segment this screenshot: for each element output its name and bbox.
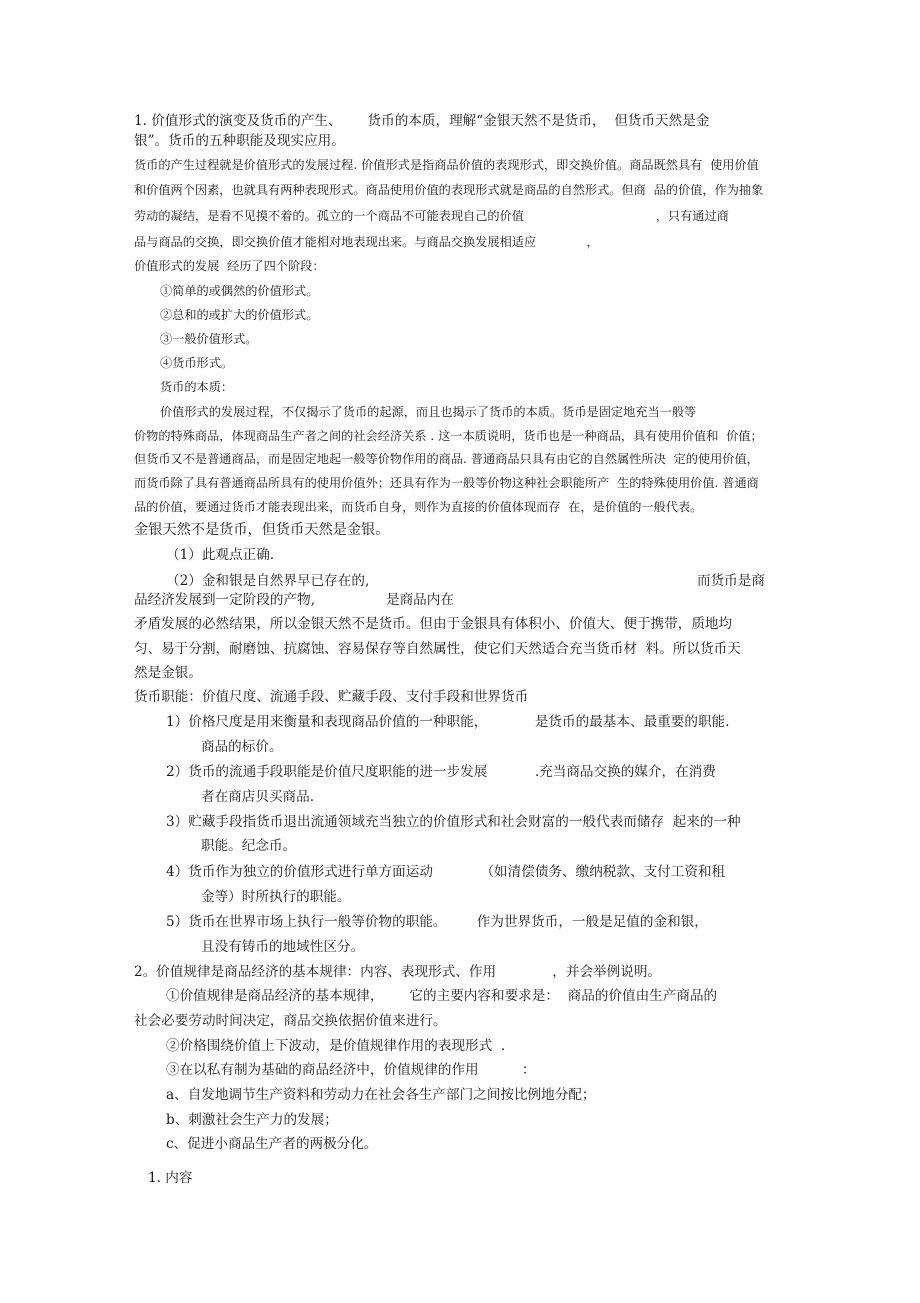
paragraph-line: ③在以私有制为基础的商品经济中，价值规律的作用 ： [166, 1062, 536, 1078]
paragraph-line: 社会必要劳动时间决定，商品交换依据价值来进行。 [134, 1013, 447, 1029]
list-item: ③一般价值形式。 [160, 332, 258, 346]
paragraph-line: 但货币又不是普通商品，而是固定地起一般等价物作用的商品. 普通商品只具有由它的自然属性所决 定的使用价值， [134, 452, 759, 466]
list-item-continued: 金等）时所执行的职能。 [201, 889, 351, 905]
paragraph-line: 劳动的凝结，是看不见摸不着的。孤立的一个商品不可能表现自己的价值 ，只有通过商 [134, 209, 729, 223]
paragraph-line: 价值形式的发展 经历了四个阶段： [134, 259, 325, 273]
paragraph-line: 品经济发展到一定阶段的产物, [134, 592, 316, 608]
paragraph-line: 货币的产生过程就是价值形式的发展过程. 价值形式是指商品价值的表现形式，即交换价值。商品既然具有 使用价值 [134, 158, 759, 172]
list-item-continued: 而货币是商 [697, 573, 765, 589]
list-item: 5）货币在世界市场上执行一般等价物的职能。 作为世界货币，一般是足值的金和银， [166, 914, 708, 930]
list-item: a、自发地调节生产资料和劳动力在社会各生产部门之间按比例地分配； [166, 1087, 596, 1103]
paragraph-line: 品的价值，要通过货币才能表现出来，而货币自身，则作为直接的价值体现而存 在，是价值的一般代表。 [134, 500, 703, 514]
list-item: ①简单的或偶然的价值形式。 [160, 284, 319, 298]
list-item: ④货币形式。 [160, 356, 234, 370]
paragraph-line: 价值形式的发展过程，不仅揭示了货币的起源，而且也揭示了货币的本质。货币是固定地充当一般等 [160, 405, 697, 419]
heading-1-line-1: 1. 价值形式的演变及货币的产生、 货币的本质，理解“金银天然不是货币， 但货币天然是金 [134, 113, 710, 129]
list-item-continued: 商品的标价。 [201, 739, 283, 755]
list-item: c、促进小商品生产者的两极分化。 [166, 1136, 378, 1152]
list-item: 1）价格尺度是用来衡量和表现商品价值的一种职能， 是货币的最基本、最重要的职能. [166, 714, 730, 730]
heading-2: 2。价值规律是商品经济的基本规律：内容、表现形式、作用 ，并会举例说明。 [134, 964, 662, 980]
list-item: 4）货币作为独立的价值形式进行单方面运动 （如清偿债务、缴纳税款、支付工资和租 [166, 864, 726, 880]
list-item-continued: 且没有铸币的地域性区分。 [201, 939, 365, 955]
paragraph-line: 然是金银。 [134, 665, 202, 681]
list-item: b、刺激社会生产力的发展； [166, 1112, 338, 1128]
list-item-continued: 职能。纪念币。 [201, 838, 297, 854]
paragraph-line: ①价值规律是商品经济的基本规律， 它的主要内容和要求是： 商品的价值由生产商品的 [166, 988, 718, 1004]
paragraph-line: 矛盾发展的必然结果，所以金银天然不是货币。但由于金银具有体积小、价值大、便于携带，质地均 [134, 616, 733, 632]
paragraph-line: 价物的特殊商品，体现商品生产者之间的社会经济关系 . 这一本质说明，货币也是一种商品，具有使用价值和 价值； [134, 429, 763, 443]
paragraph-line: ②价格围绕价值上下波动，是价值规律作用的表现形式 . [166, 1038, 506, 1054]
paragraph-line: 和价值两个因素，也就具有两种表现形式。商品使用价值的表现形式就是商品的自然形式。但商 品的价值，作为抽象 [134, 183, 764, 197]
paragraph-line: 匀、易于分割，耐磨蚀、抗腐蚀、容易保存等自然属性，使它们天然适合充当货币材 料。所以货币天 [134, 641, 741, 657]
list-item: （1）此观点正确. [166, 547, 275, 563]
list-item: ②总和的或扩大的价值形式。 [160, 308, 319, 322]
section-statement: 货币职能：价值尺度、流通手段、贮藏手段、支付手段和世界货币 [134, 689, 529, 705]
heading-1-line-2: 银”。货币的五种职能及现实应用。 [134, 133, 345, 149]
section-statement: 金银天然不是货币，但货币天然是金银。 [134, 522, 390, 538]
paragraph-line: 而货币除了具有普通商品所具有的使用价值外；还具有作为一般等价物这种社会职能所产 生的特殊使用价值. 普通商 [134, 476, 759, 490]
list-item: （2）金和银是自然界早已存在的, [166, 573, 370, 589]
list-item: 3）贮藏手段指货币退出流通领域充当独立的价值形式和社会财富的一般代表而储存 起来的一种 [166, 814, 741, 830]
subheading: 1. 内容 [148, 1170, 193, 1186]
list-item: 2）货币的流通手段职能是价值尺度职能的进一步发展 .充当商品交换的媒介，在消费 [166, 764, 716, 780]
paragraph-line-continued: 是商品内在 [386, 592, 454, 608]
paragraph-line: 品与商品的交换，即交换价值才能相对地表现出来。与商品交换发展相适应 ， [134, 235, 599, 249]
subheading: 货币的本质： [160, 380, 234, 394]
list-item-continued: 者在商店贝买商品. [201, 789, 315, 805]
